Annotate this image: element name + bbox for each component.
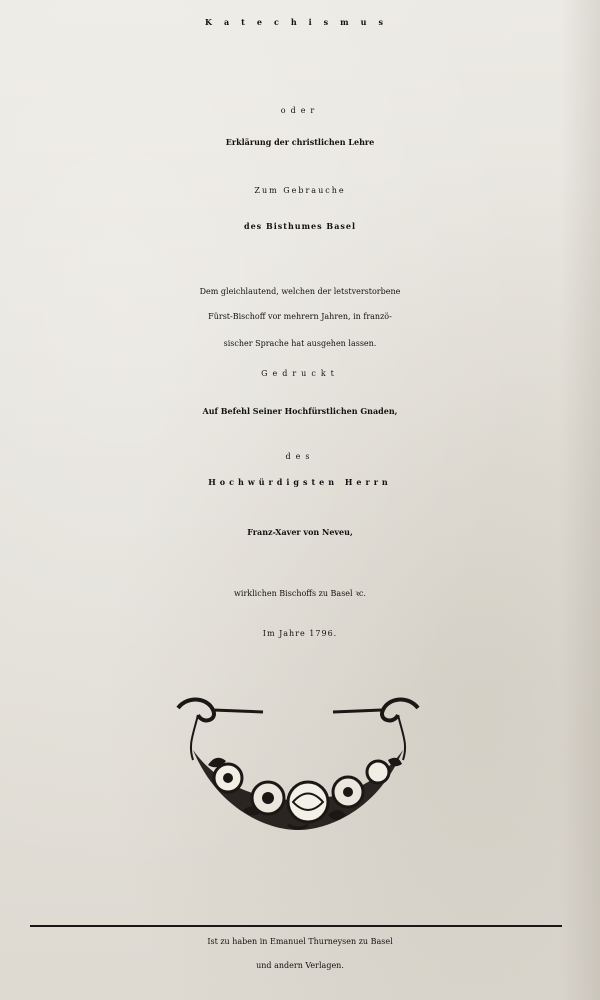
subtitle-conjunction: oder: [280, 106, 320, 115]
description-line-1: Dem gleichlautend, welchen der letstverstorbene: [199, 287, 401, 296]
subtitle-main: Erklärung der christlichen Lehre: [225, 137, 375, 147]
description-line-3: sischer Sprache hat ausgehen lassen.: [223, 339, 377, 348]
of-label: des: [285, 452, 315, 461]
book-title: Katechismus: [205, 17, 395, 27]
honorific-line: Hochwürdigsten Herrn: [208, 477, 392, 487]
description-line-2: Fürst-Bischoff vor mehrern Jahren, in franzö-: [208, 312, 392, 321]
bishop-title: wirklichen Bischoffs zu Basel ꝛc.: [234, 589, 366, 598]
printed-label: Gedruckt: [261, 369, 339, 378]
publication-year: Im Jahre 1796.: [262, 629, 338, 638]
diocese-heading: des Bisthumes Basel: [243, 221, 357, 231]
page-edge-shadow: [560, 0, 600, 1000]
imprint-divider: [30, 925, 562, 927]
imprint-line-1: Ist zu haben in Emanuel Thurneysen zu Basel: [207, 937, 393, 946]
bishop-name: Franz-Xaver von Neveu,: [247, 527, 353, 537]
imprint-line-2: und andern Verlagen.: [256, 961, 344, 970]
floral-garland-ornament: [168, 690, 428, 840]
purpose-line: Zum Gebrauche: [254, 186, 346, 195]
command-line: Auf Befehl Seiner Hochfürstlichen Gnaden,: [202, 406, 398, 416]
